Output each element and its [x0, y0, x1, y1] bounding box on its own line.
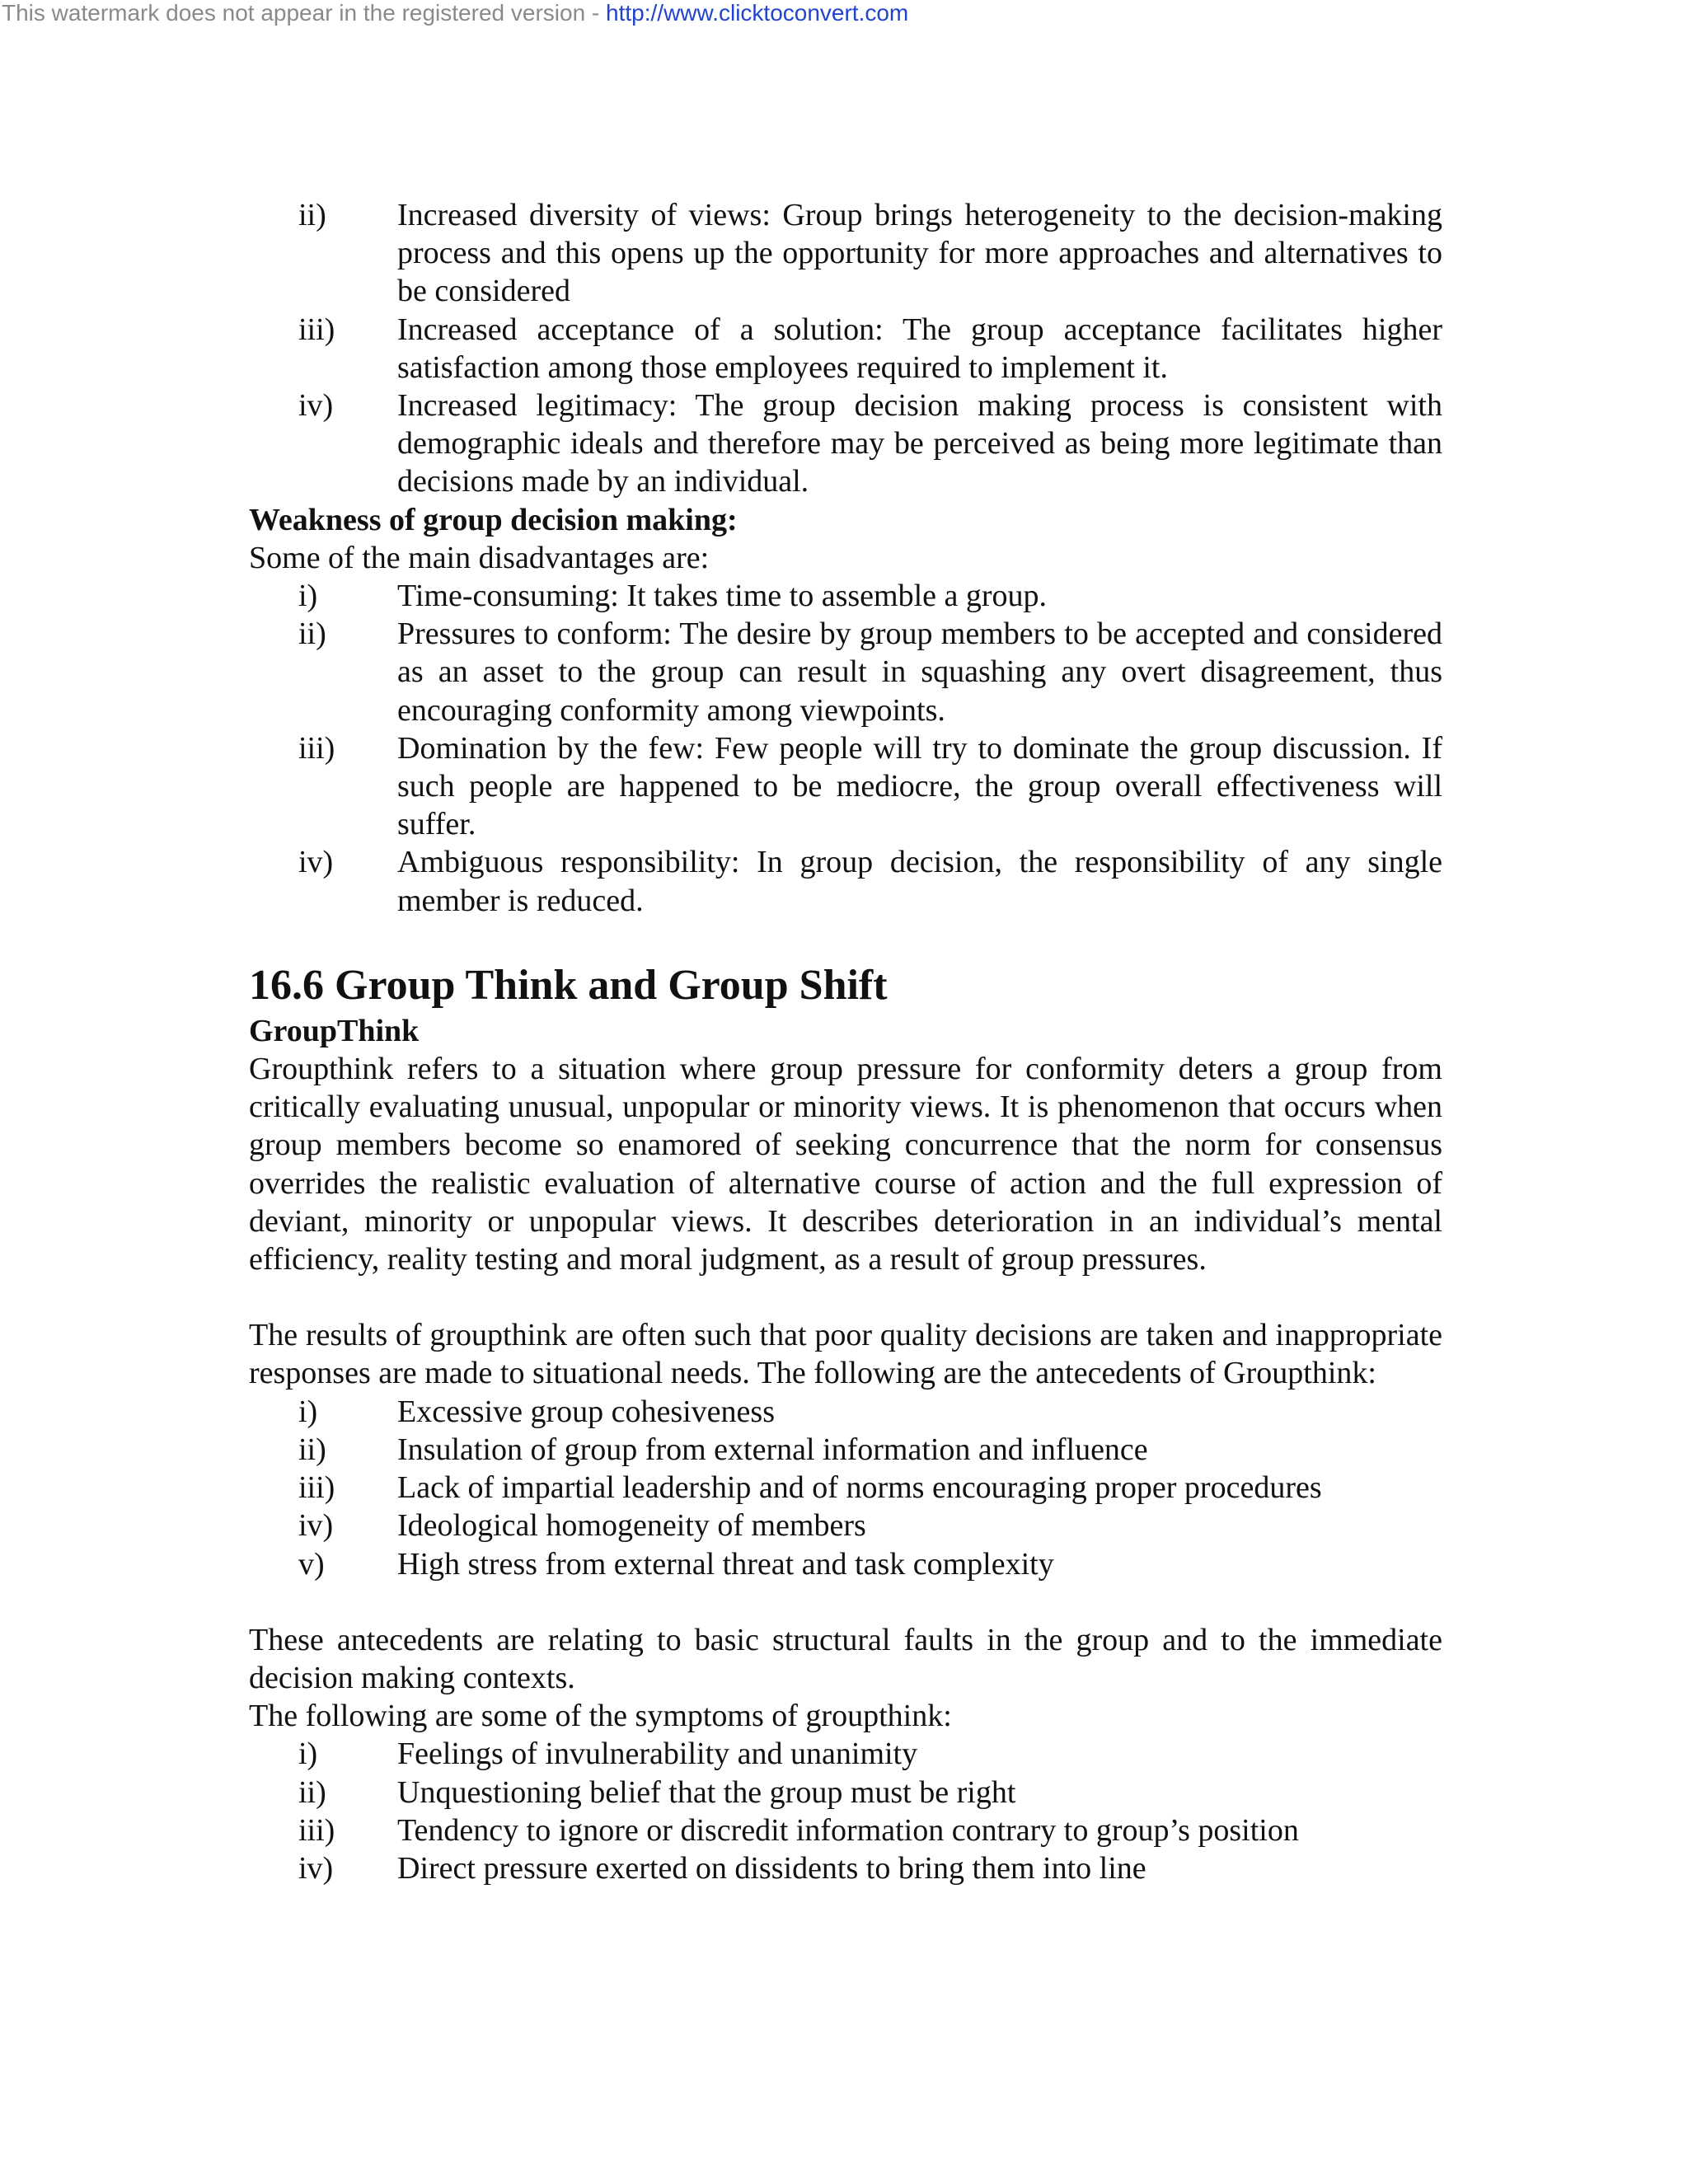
section-subtitle: GroupThink [249, 1013, 420, 1048]
paragraph-groupthink-definition: Groupthink refers to a situation where group pressure for conformity deters a group from critically evaluating unusual, unpopular or minority views. It is phenomenon that occurs when group members become so enamored of seeking concurrence that the norm for consensus overrides the realistic evaluation of alternative course of action and the full expression of deviant, minority or unpopular views. It describes deterioration in an individual’s mental efficiency, reality testing and moral judgment, as a result of group pressures. [249, 1052, 1442, 1277]
list-item [249, 615, 1442, 729]
list-item-number: iii) [298, 1470, 335, 1506]
list-item-number: v) [298, 1546, 325, 1582]
list-item [249, 1811, 1442, 1849]
watermark-banner [2, 0, 908, 26]
list-item-text: Unquestioning belief that the group must be right [397, 1774, 1016, 1810]
list-item-text: Feelings of invulnerability and unanimity [397, 1736, 918, 1772]
list-item-number: iii) [298, 312, 335, 347]
list-item-number: iii) [298, 730, 335, 766]
list-item-text: Increased acceptance of a solution: The group acceptance facilitates higher satisfaction among those employees required to implement it. [397, 312, 1442, 385]
list-item-number: ii) [298, 1774, 326, 1810]
weakness-heading: Weakness of group decision making: [249, 502, 738, 537]
section-title: 16.6 Group Think and Group Shift [249, 961, 888, 1009]
list-item [249, 843, 1442, 919]
symptoms-list [249, 1735, 1442, 1887]
advantages-list [249, 196, 1442, 501]
paragraph-antecedents-note: These antecedents are relating to basic structural faults in the group and to the immediate decision making contexts. [249, 1622, 1442, 1695]
list-item [249, 1469, 1442, 1507]
list-item-text: Insulation of group from external information and influence [397, 1432, 1148, 1467]
list-item-number: iv) [298, 845, 334, 880]
list-item-text: Pressures to conform: The desire by group members to be accepted and considered as an asset to the group can result in squashing any overt disagreement, thus encouraging conformity among viewpoints. [397, 616, 1442, 728]
list-item-text: Direct pressure exerted on dissidents to bring them into line [397, 1850, 1146, 1886]
list-item-text: Lack of impartial leadership and of norms encouraging proper procedures [397, 1470, 1322, 1506]
list-item [249, 1849, 1442, 1887]
list-item [249, 1431, 1442, 1469]
list-item [249, 387, 1442, 501]
paragraph-gap [249, 1278, 1442, 1316]
list-item [249, 196, 1442, 311]
list-item-text: Time-consuming: It takes time to assemble a group. [397, 579, 1048, 614]
list-item [249, 1735, 1442, 1773]
paragraph-gap [249, 1583, 1442, 1621]
list-item-number: i) [298, 1736, 318, 1772]
list-item-number: i) [298, 1394, 318, 1429]
list-item-number: ii) [298, 198, 326, 232]
list-item [249, 311, 1442, 387]
list-item-text: Increased legitimacy: The group decision making process is consistent with demographic ideals and therefore may be perceived as being more legitimate than decisions made by an individual. [397, 388, 1442, 499]
watermark-link[interactable]: http://www.clicktoconvert.com [606, 0, 909, 26]
antecedents-list [249, 1393, 1442, 1583]
weakness-list [249, 577, 1442, 920]
list-item-text: Tendency to ignore or discredit information contrary to group’s position [397, 1812, 1299, 1848]
list-item-text: Domination by the few: Few people will try to dominate the group discussion. If such people are happened to be mediocre, the group overall effectiveness will suffer. [397, 730, 1442, 842]
list-item-number: ii) [298, 1432, 326, 1467]
list-item-number: iv) [298, 388, 334, 424]
list-item-text: Excessive group cohesiveness [397, 1394, 775, 1429]
list-item-number: iv) [298, 1850, 334, 1886]
paragraph-groupthink-results: The results of groupthink are often such that poor quality decisions are taken and inappropriate responses are made to situational needs. The following are the antecedents of Groupthink: [249, 1318, 1442, 1391]
list-item [249, 577, 1442, 615]
paragraph-symptoms-intro: The following are some of the symptoms of groupthink: [249, 1699, 952, 1734]
list-item [249, 729, 1442, 844]
list-item-text: Increased diversity of views: Group brings heterogeneity to the decision-making process and this opens up the opportunity for more approaches and alternatives to be considered [397, 198, 1442, 309]
list-item-number: iv) [298, 1508, 334, 1544]
list-item-text: Ambiguous responsibility: In group decision, the responsibility of any single member is reduced. [397, 845, 1442, 918]
watermark-text: This watermark does not appear in the registered version - [2, 0, 607, 26]
list-item-text: Ideological homogeneity of members [397, 1508, 866, 1544]
list-item-number: i) [298, 579, 318, 614]
list-item-text: High stress from external threat and task complexity [397, 1546, 1054, 1582]
list-item-number: iii) [298, 1812, 335, 1848]
list-item [249, 1774, 1442, 1811]
list-item [249, 1545, 1442, 1583]
list-item [249, 1393, 1442, 1431]
list-item [249, 1507, 1442, 1544]
weakness-intro: Some of the main disadvantages are: [249, 540, 710, 575]
list-item-number: ii) [298, 616, 326, 652]
document-body [249, 196, 1442, 1887]
